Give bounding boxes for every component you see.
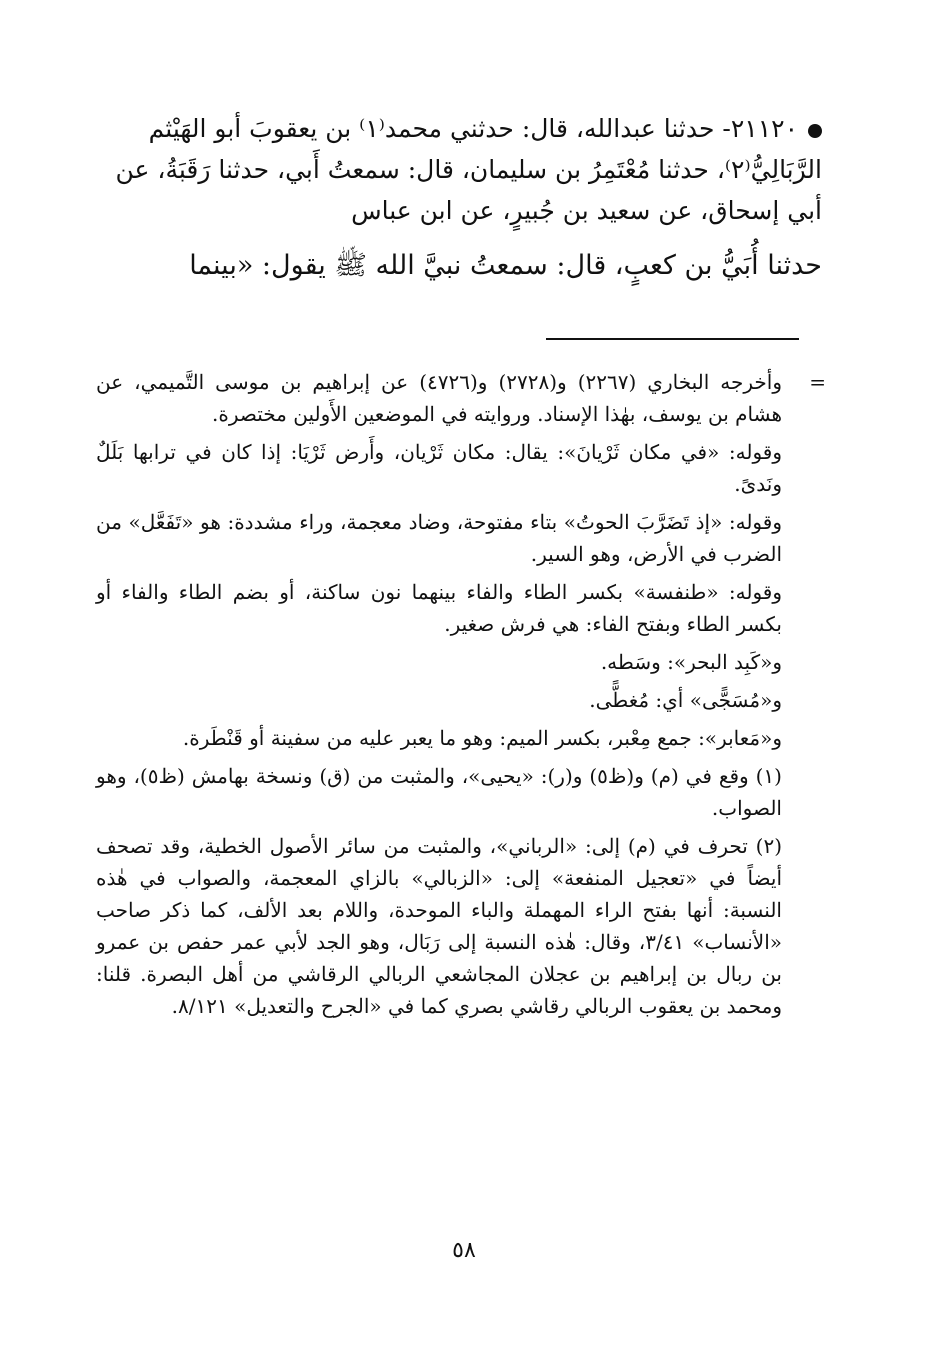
continuation-mark: = bbox=[809, 370, 826, 394]
footnote-paragraph: و«كَبِد البحر»: وسَطه. bbox=[600, 650, 782, 674]
hadith-line: حدثنا أُبَيُّ بن كعبٍ، قال: سمعتُ نبيَّ الله ﷺ يقول: «بينما bbox=[189, 250, 822, 281]
hadith-line: الرَّبَالِيُّ⁽٢⁾، حدثنا مُعْتَمِرُ بن سليمان، قال: سمعتُ أَبي، حدثنا رَقَبَةُ، عن bbox=[115, 155, 822, 184]
footnote-paragraph: = وأخرجه البخاري (٢٢٦٧) و(٢٧٢٨) و(٤٧٢٦) عن إبراهيم بن موسى التَّميمي، عن هشام بن يوسف، بهٰذا الإسناد. وروايته في الموضعين الأَولين مختصرة. bbox=[96, 366, 812, 430]
hadith-line: أبي إسحاق، عن سعيد بن جُبيرٍ، عن ابن عباس bbox=[351, 196, 822, 225]
hadith-text bbox=[100, 108, 822, 286]
hadith-line: ٢١١٢٠- حدثنا عبدالله، قال: حدثني محمد⁽١⁾ بن يعقوبَ أبو الهَيْثم bbox=[100, 108, 822, 149]
footnote-1: (١) وقع في (م) و(ظ٥) و(ر): «يحيى»، والمثبت من (ق) ونسخة بهامش (ظ٥)، وهو الصواب. bbox=[96, 764, 782, 820]
footnote-paragraph: وقوله: «في مكان ثَرْيانَ»: يقال: مكان ثَرْيان، وأَرض ثَرْيَا: إذا كان في ترابها بَلَلٌ ونَدىً. bbox=[96, 440, 782, 496]
footnote-separator bbox=[546, 338, 799, 340]
page-number: ٥٨ bbox=[452, 1238, 476, 1263]
footnote-paragraph: و«مُسَجًّى» أي: مُغطًّى. bbox=[589, 688, 782, 712]
footnotes bbox=[96, 366, 826, 1028]
footnote-2: (٢) تحرف في (م) إلى: «الرباني»، والمثبت من سائر الأصول الخطية، وقد تصحف أيضاً في «تعجيل المنفعة» إلى: «الزبالي» بالزاي المعجمة، والصواب في هٰذه النسبة: أنها بفتح الراء المهملة والباء الموحدة، واللام بعد الألف، كما ذكر صاحب «الأنساب» ٣/٤١، وقال: هٰذه النسبة إلى رَبَال، وهو الجد لأبي عمر حفص بن عمرو بن ربال بن إبراهيم بن عجلان المجاشعي الربالي الرقاشي من أهل البصرة. قلنا: ومحمد بن يعقوب الربالي رقاشي بصري كما في «الجرح والتعديل» ٨/١٢١. bbox=[96, 834, 783, 1018]
footnote-paragraph: و«مَعابر»: جمع مِعْبر، بكسر الميم: وهو ما يعبر عليه من سفينة أو قَنْطَرة. bbox=[182, 726, 782, 750]
footnote-paragraph: وقوله: «طنفسة» بكسر الطاء والفاء بينهما نون ساكنة، أو بضم الطاء والفاء أو بكسر الطاء وبفتح الفاء: هي فرش صغير. bbox=[96, 580, 782, 636]
footnote-paragraph: وقوله: «إذ تَضَرَّبَ الحوتُ» بتاء مفتوحة، وضاد معجمة، وراء مشددة: هو «تَفَعَّل» من الضرب في الأرض، وهو السير. bbox=[96, 510, 782, 566]
bullet-icon bbox=[808, 124, 822, 138]
